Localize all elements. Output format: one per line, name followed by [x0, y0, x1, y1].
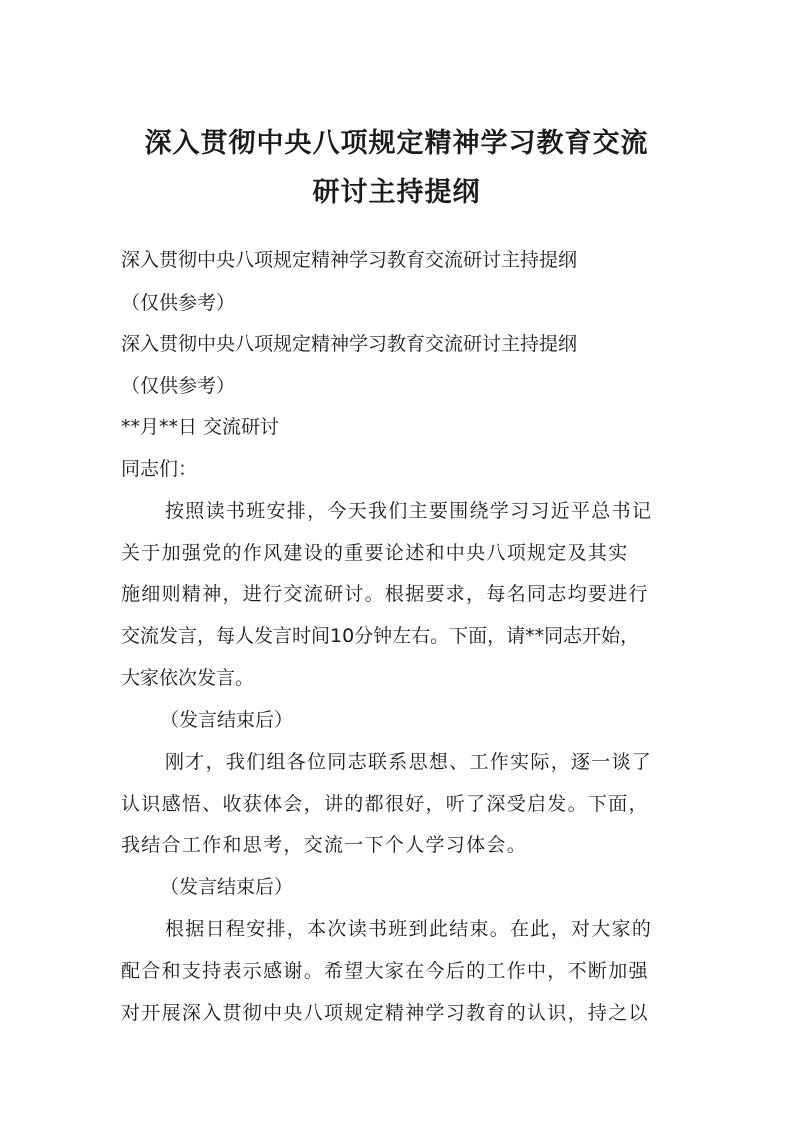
paragraph-line: 认识感悟、收获体会，讲的都很好，听了深受启发。下面， — [121, 793, 649, 815]
date-line: **月**日 交流研讨 — [121, 416, 280, 438]
paragraph-line: 刚才，我们组各位同志联系思想、工作实际，逐一谈了 — [165, 751, 653, 773]
reference-note: （仅供参考） — [121, 292, 236, 314]
salutation: 同志们： — [121, 458, 198, 480]
stage-note: （发言结束后） — [160, 709, 294, 731]
paragraph-line: 按照读书班安排，今天我们主要围绕学习习近平总书记 — [165, 500, 653, 522]
document-title-line-1: 深入贯彻中央八项规定精神学习教育交流 — [144, 128, 649, 159]
paragraph-line: 配合和支持表示感谢。希望大家在今后的工作中，不断加强 — [121, 960, 649, 982]
paragraph-line: 根据日程安排，本次读书班到此结束。在此，对大家的 — [165, 918, 653, 940]
paragraph-line: 交流发言，每人发言时间10分钟左右。下面，请**同志开始， — [121, 625, 640, 647]
paragraph-line: 大家依次发言。 — [121, 667, 255, 689]
paragraph-line: 关于加强党的作风建设的重要论述和中央八项规定及其实 — [121, 542, 629, 564]
heading-text: 深入贯彻中央八项规定精神学习教育交流研讨主持提纲 — [121, 333, 578, 355]
paragraph-line: 施细则精神，进行交流研讨。根据要求，每名同志均要进行 — [121, 583, 649, 605]
heading-text: 深入贯彻中央八项规定精神学习教育交流研讨主持提纲 — [121, 249, 578, 271]
document-title-line-2: 研讨主持提纲 — [312, 177, 481, 208]
paragraph-line: 我结合工作和思考，交流一下个人学习体会。 — [121, 834, 528, 856]
reference-note: （仅供参考） — [121, 375, 236, 397]
paragraph-line: 对开展深入贯彻中央八项规定精神学习教育的认识，持之以 — [121, 1002, 649, 1024]
stage-note: （发言结束后） — [160, 876, 294, 898]
